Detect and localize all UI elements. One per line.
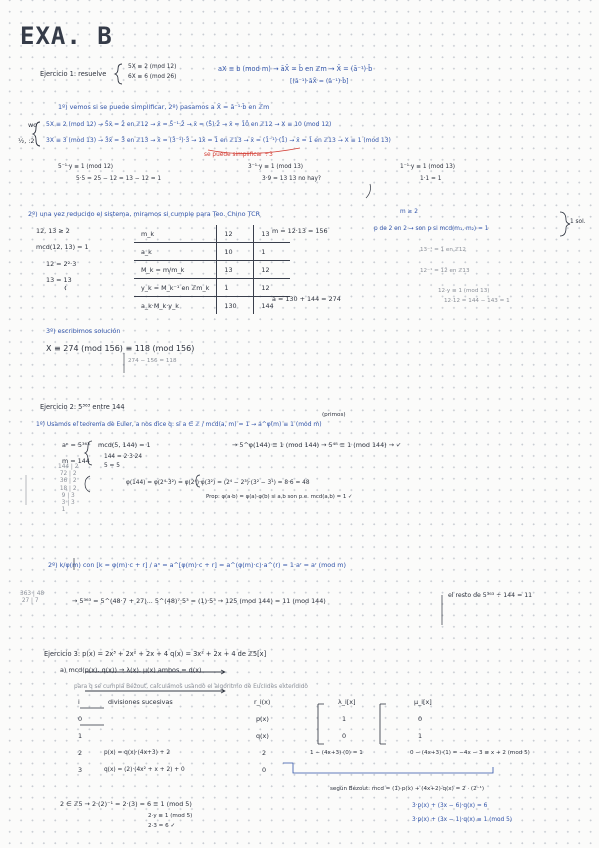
ex1-tcr-yes: 1 sol. [570, 219, 586, 225]
tcr-table [134, 225, 290, 314]
ex2-phi: φ(144) = φ(2⁴·3²) = φ(2⁴)·φ(3²) = (2⁴ − 2³)·(3² − 3¹) = 8·6 = 48 [126, 480, 310, 486]
table-cell: 12 [254, 279, 291, 297]
table-row [134, 297, 290, 315]
ex3-row0-i: 0 [78, 715, 83, 723]
ex1-system-line2: 6X ≡ 6 (mod 26) [128, 74, 177, 80]
ex1-right-note-3: 12·12 = 144 − 143 = 1 [444, 298, 510, 304]
ex3-row0-r: p(x) [256, 715, 269, 723]
ex2-mcd: mcd(5, 144) = 1 [98, 441, 151, 449]
ex1-solution: X ≡ 274 (mod 156) ≡ 118 (mod 156) [46, 344, 195, 353]
ex3-row3-i: 3 [78, 766, 83, 774]
ex1-a-sum: a = 130 + 144 = 274 [272, 295, 341, 303]
ex3-row0-m: 0 [418, 715, 423, 723]
table-header-cell: m_k [134, 225, 217, 243]
ex1-inv1b: 5·5 = 25 − 12 = 13 − 12 = 1 [76, 176, 162, 182]
ex1-step2: 2º) una vez reducido el sistema, miramos si cumple para Teo. Chino TCR [28, 210, 261, 218]
ex2-fact: 144 = 2·3·24 [104, 454, 143, 460]
table-cell: 144 [261, 301, 274, 310]
ex1-tcr-note: m ≥ 2 [400, 209, 418, 215]
ex1-m-note: m = 12·13 = 156 [272, 227, 328, 235]
ex3-inverse-b: 2·y ≡ 1 (mod 5) [148, 813, 193, 819]
ex1-step1: 1º) vemos si se puede simplificar, 2º) pasamos a X̄ = ā⁻¹·b̄ en ℤm [58, 103, 270, 111]
ex3-col-r: r_i(x) [254, 698, 271, 706]
table-row [134, 279, 290, 297]
table-cell: 130 [217, 297, 254, 315]
table-cell: 12 [254, 261, 291, 279]
ex1-step3: 3º) escribimos solución [46, 327, 121, 335]
ex3-row3-r: 0 [262, 766, 267, 774]
ex1-right-note-1: 12⁻¹ = 1̄2̄ en ℤ13 [420, 268, 470, 274]
ex1-fact-0: 12, 13 ≥ 2 [36, 227, 70, 235]
ex3-bez1: 3·p(x) + (3x − 6)·q(x) = 6 [412, 803, 488, 809]
ex2-euler: 1º) Usamos el teorema de Euler, a nos dice q: si a ∈ ℤ / mcd(a, m) = 1 → a^φ(m) ≡ 1 (mod m) [36, 421, 322, 428]
ex3-row3-div: q(x) = (2)·(4x² + x + 2) + 0 [104, 767, 185, 773]
ex3-bez2: 3·p(x) + (3x − 1)·q(x) ≡ 1 (mod 5) [412, 817, 513, 823]
ex1-system-line1: 5X ≡ 2 (mod 12) [128, 64, 177, 70]
ex3-row1-m: 1 [418, 732, 423, 740]
page-title: EXA. B [20, 22, 113, 50]
ex1-rule2: [(ā⁻¹)·āX̄ = (ā⁻¹)·b̄] [290, 78, 349, 85]
table-cell: 13 [217, 261, 254, 279]
ex1-heading: Ejercicio 1: resuelve [40, 70, 107, 78]
ex3-col-lambda: λ_i[x] [338, 698, 356, 706]
ex1-tcr-cond: p de 2 en 2 → son p si mcd(m₁, m₂) = 1 [374, 226, 489, 232]
ex1-inv3b: 1·1 = 1 [420, 176, 442, 182]
ex2-resto: el resto de 5³⁶³ ÷ 144 = 11 [448, 592, 533, 599]
table-header-cell: 12 [217, 225, 254, 243]
ex3-inverse: 2 ∈ ℤ5 → 2·(2)⁻¹ = 2·(3) = 6 ≡ 1 (mod 5) [60, 800, 192, 808]
ex1-inv1: 5⁻¹·y ≡ 1 (mod 12) [58, 164, 114, 170]
ex3-inverse-c: 2·3 = 6 ✓ [148, 823, 176, 829]
table-header-row [134, 225, 290, 243]
ex2-heading: Ejercicio 2: 5³⁶³ entre 144 [40, 403, 125, 411]
ex1-line-a: 5X ≡ 2 (mod 12) → 5̄x̄ = 2̄ en ℤ12 → x̄ = 5̄⁻¹·2̄ → x̄ = (5̄)·2̄ → x̄ = 1̄0̄ en ℤ12 → X ≡ 10 (mod 12) [46, 121, 332, 128]
table-header-cell: 13 [254, 225, 291, 243]
ex3-heading: Ejercicio 3: p(x) = 2x³ + 2x² + 2x + 4 q(x) = 3x² + 2x + 4 de ℤ5[x] [44, 650, 267, 658]
table-cell: 1 [217, 279, 254, 297]
ex1-right-note-2: 12·y ≡ 1 (mod 13) [438, 288, 490, 294]
ex1-rule: aX ≡ b (mod m) → āX̄ = b̄ en ℤm → X̄ = (ā⁻¹)·b̄ [218, 65, 373, 73]
ex3-col-div: divisiones sucesivas [108, 698, 173, 706]
ex1-inv3: 1⁻¹·y ≡ 1 (mod 13) [400, 164, 456, 170]
table-cell: M_k = m/m_k [134, 261, 217, 279]
table-cell: 10 [217, 243, 254, 261]
ex2-euler-res: → 5^φ(144) ≡ 1 (mod 144) → 5⁴⁸ ≡ 1 (mod 144) → ✓ [232, 441, 402, 449]
table-cell: a_k·M_k·y_k [134, 297, 217, 315]
table-cell: a_k [134, 243, 217, 261]
ex1-line-b: 3X ≡ 3 (mod 13) → 3̄x̄ = 3̄ en ℤ13 → x̄ = (3̄⁻¹)·3̄ → 1x̄ = 1̄ en ℤ13 → x̄ = (1̄⁻¹)·(1̄) → x̄ = 1̄ en ℤ13 → X ≡ 1 (mod 13) [46, 137, 391, 144]
ex2-euler-note: (primos) [322, 412, 346, 418]
table-cell: 1 [254, 243, 291, 261]
ex3-row2-r: 2 [262, 749, 267, 757]
ex2-m-line: m = 144 [62, 457, 90, 465]
ex3-row0-l: 1 [342, 715, 347, 723]
ex3-row2-m: 0 − (4x+3)·(1) = −4x − 3 ≡ x + 2 (mod 5) [410, 750, 530, 756]
ex3-row1-i: 1 [78, 732, 83, 740]
ex1-inv2b: 3·9 = 13 13 no hay? [262, 176, 321, 182]
ex2-left-calc: 363 | 48 27 | 7 [20, 591, 45, 605]
table-row [134, 261, 290, 279]
ex1-wo-label: wo [28, 121, 38, 129]
ex1-inv2: 3⁻¹·y ≡ 1 (mod 13) [248, 164, 304, 170]
ex1-fact-2: 12 = 2²·3 [46, 260, 77, 268]
ex3-row2-i: 2 [78, 749, 83, 757]
ex2-step2: 2º) k/φ(m) con [k = φ(m)·c + r] / aⁿ = a^[φ(m)·c + r] = a^(φ(m)·c)·a^(r) = 1·aʳ = aʳ (mod m) [48, 561, 347, 569]
ex3-row2-div: p(x) = q(x)·(4x+3) + 2 [104, 750, 171, 756]
ex3-col-mu: μ_i[x] [414, 698, 432, 706]
ex3-col-i: i [78, 698, 80, 706]
ex3-sub-a: a) mcd(p(x), q(x)) → λ(x), μ(x) ambos = d(x) [60, 666, 202, 674]
ex1-side-label: ½, :2 [18, 137, 35, 145]
ex1-calc-side: 274 − 156 = 118 [128, 358, 177, 364]
ex3-row1-r: q(x) [256, 732, 269, 740]
ex3-row2-l: 1 − (4x+3)·(0) = 1 [310, 750, 363, 756]
table-row [134, 243, 290, 261]
ex2-fact2: 5 = 5 [104, 463, 120, 469]
ex2-div-col: 144 | 2 72 | 2 36 | 2 18 | 2 9 | 3 3 | 3 1 [58, 464, 79, 514]
ex2-calc: → 5³⁶³ = 5^(48·7 + 27)... 5^(48)⁷·5³ = (1)·5³ → 125 (mod 144) = 11 (mod 144) [72, 597, 326, 605]
ex1-red-note: se puede simplificar ÷3 [204, 152, 273, 158]
ex3-row1-l: 0 [342, 732, 347, 740]
table-cell: y_k = M_k⁻¹ en ℤm_k [134, 279, 217, 297]
ex1-fact-3: 13 = 13 [46, 276, 72, 284]
ex3-intro: para q se cumpla Bézout, calculamos usando el algoritmo de Euclides extendido [74, 684, 308, 690]
ex3-bezout: según Bézout: mcd = (1)·p(x) + (4x+2)·q(x) = 2 · (2⁻¹) [330, 786, 485, 792]
ex1-fact-1: mcd(12, 13) = 1 [36, 243, 89, 251]
ex1-right-note-0: 13⁻¹ = 1̄ en ℤ12 [420, 247, 466, 253]
ex2-phi-prop: Prop: φ(a·b) = φ(a)·φ(b) si a,b son p.e. mcd(a,b) = 1 ✓ [206, 494, 353, 500]
ex2-a-line: aⁿ = 5³⁶³ [62, 441, 90, 449]
